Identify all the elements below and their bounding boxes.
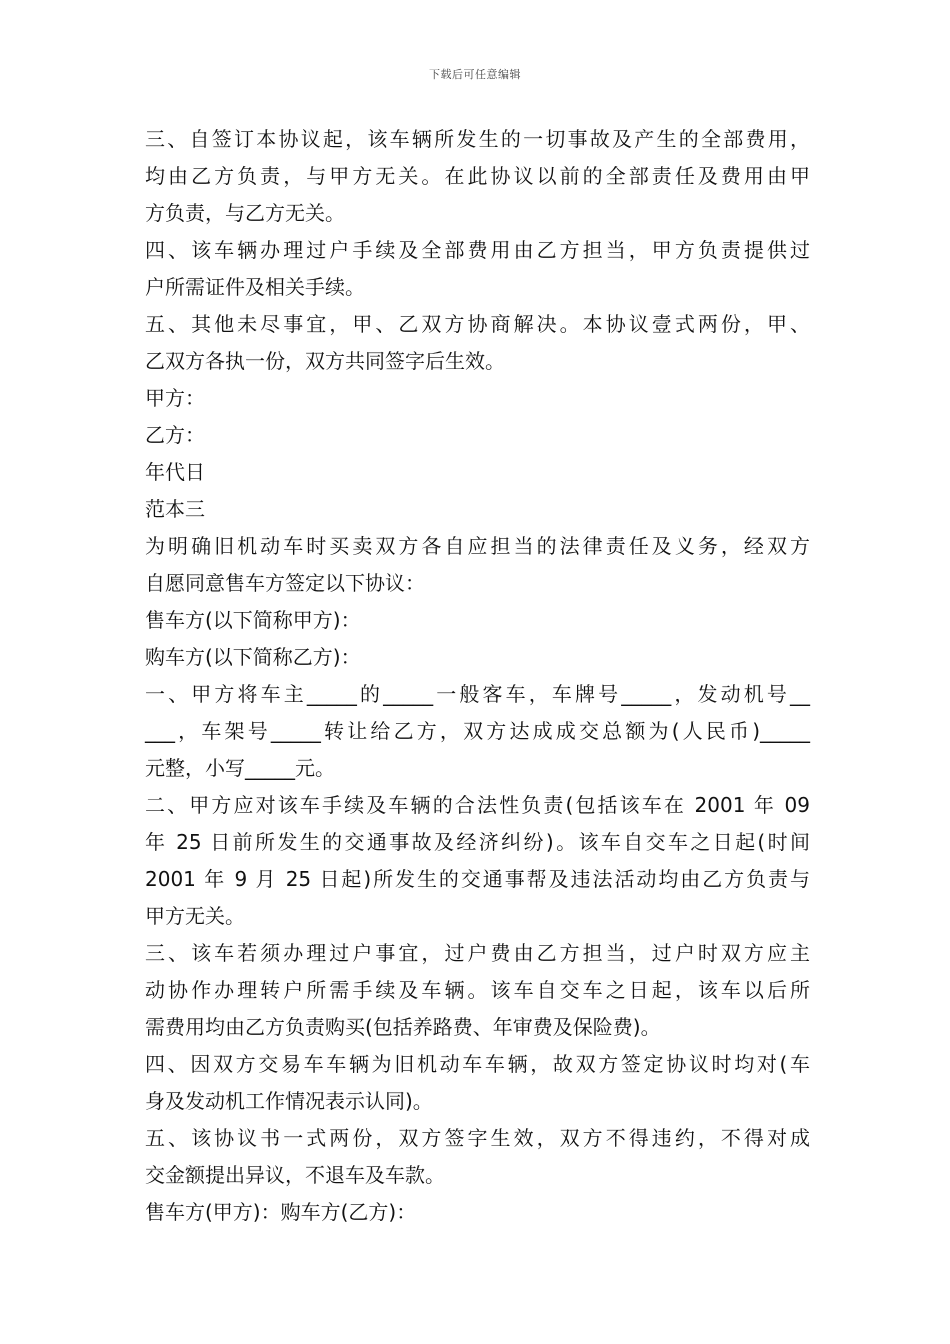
paragraph-line: 二、甲方应对该车手续及车辆的合法性负责(包括该车在 2001 年 09 <box>145 793 810 817</box>
paragraph-line: 动协作办理转户所需手续及车辆。该车自交车之日起，该车以后所 <box>145 978 810 1002</box>
section-title: 范本三 <box>145 497 205 521</box>
party-a-signature-label: 甲方： <box>145 386 205 410</box>
seller-label: 售车方(以下简称甲方)： <box>145 608 361 632</box>
signature-line: 售车方(甲方)：购车方(乙方)： <box>145 1200 417 1224</box>
paragraph-line: 为明确旧机动车时买卖双方各自应担当的法律责任及义务，经双方 <box>145 534 810 558</box>
paragraph-line: 一、甲方将车主_____的_____一般客车，车牌号_____，发动机号__ <box>145 682 810 706</box>
paragraph-line: 交金额提出异议，不退车及车款。 <box>145 1163 445 1187</box>
paragraph-line: 五、该协议书一式两份，双方签字生效，双方不得违约，不得对成 <box>145 1126 810 1150</box>
paragraph-line: 五、其他未尽事宜，甲、乙双方协商解决。本协议壹式两份，甲、 <box>145 312 810 336</box>
date-label: 年代日 <box>145 460 205 484</box>
party-b-signature-label: 乙方： <box>145 423 205 447</box>
paragraph-line: 年 25 日前所发生的交通事故及经济纠纷)。该车自交车之日起(时间 <box>145 830 810 854</box>
paragraph-line: 四、因双方交易车车辆为旧机动车车辆，故双方签定协议时均对(车 <box>145 1052 810 1076</box>
paragraph-line: 均由乙方负责，与甲方无关。在此协议以前的全部责任及费用由甲 <box>145 164 810 188</box>
paragraph-line: 2001 年 9 月 25 日起)所发生的交通事帮及违法活动均由乙方负责与 <box>145 867 810 891</box>
buyer-label: 购车方(以下简称乙方)： <box>145 645 361 669</box>
page-header-note: 下载后可任意编辑 <box>429 68 521 81</box>
paragraph-line: ___，车架号_____转让给乙方，双方达成成交总额为(人民币)_____ <box>145 719 810 743</box>
paragraph-line: 三、该车若须办理过户事宜，过户费由乙方担当，过户时双方应主 <box>145 941 810 965</box>
paragraph-line: 乙双方各执一份，双方共同签字后生效。 <box>145 349 505 373</box>
paragraph-line: 甲方无关。 <box>145 904 245 928</box>
paragraph-line: 自愿同意售车方签定以下协议： <box>145 571 425 595</box>
paragraph-line: 元整，小写_____元。 <box>145 756 335 780</box>
document-body <box>145 121 810 1231</box>
paragraph-line: 需费用均由乙方负责购买(包括养路费、年审费及保险费)。 <box>145 1015 661 1039</box>
paragraph-line: 三、自签订本协议起，该车辆所发生的一切事故及产生的全部费用， <box>145 127 810 151</box>
paragraph-line: 户所需证件及相关手续。 <box>145 275 365 299</box>
paragraph-line: 四、该车辆办理过户手续及全部费用由乙方担当，甲方负责提供过 <box>145 238 810 262</box>
paragraph-line: 方负责，与乙方无关。 <box>145 201 345 225</box>
paragraph-line: 身及发动机工作情况表示认同)。 <box>145 1089 433 1113</box>
